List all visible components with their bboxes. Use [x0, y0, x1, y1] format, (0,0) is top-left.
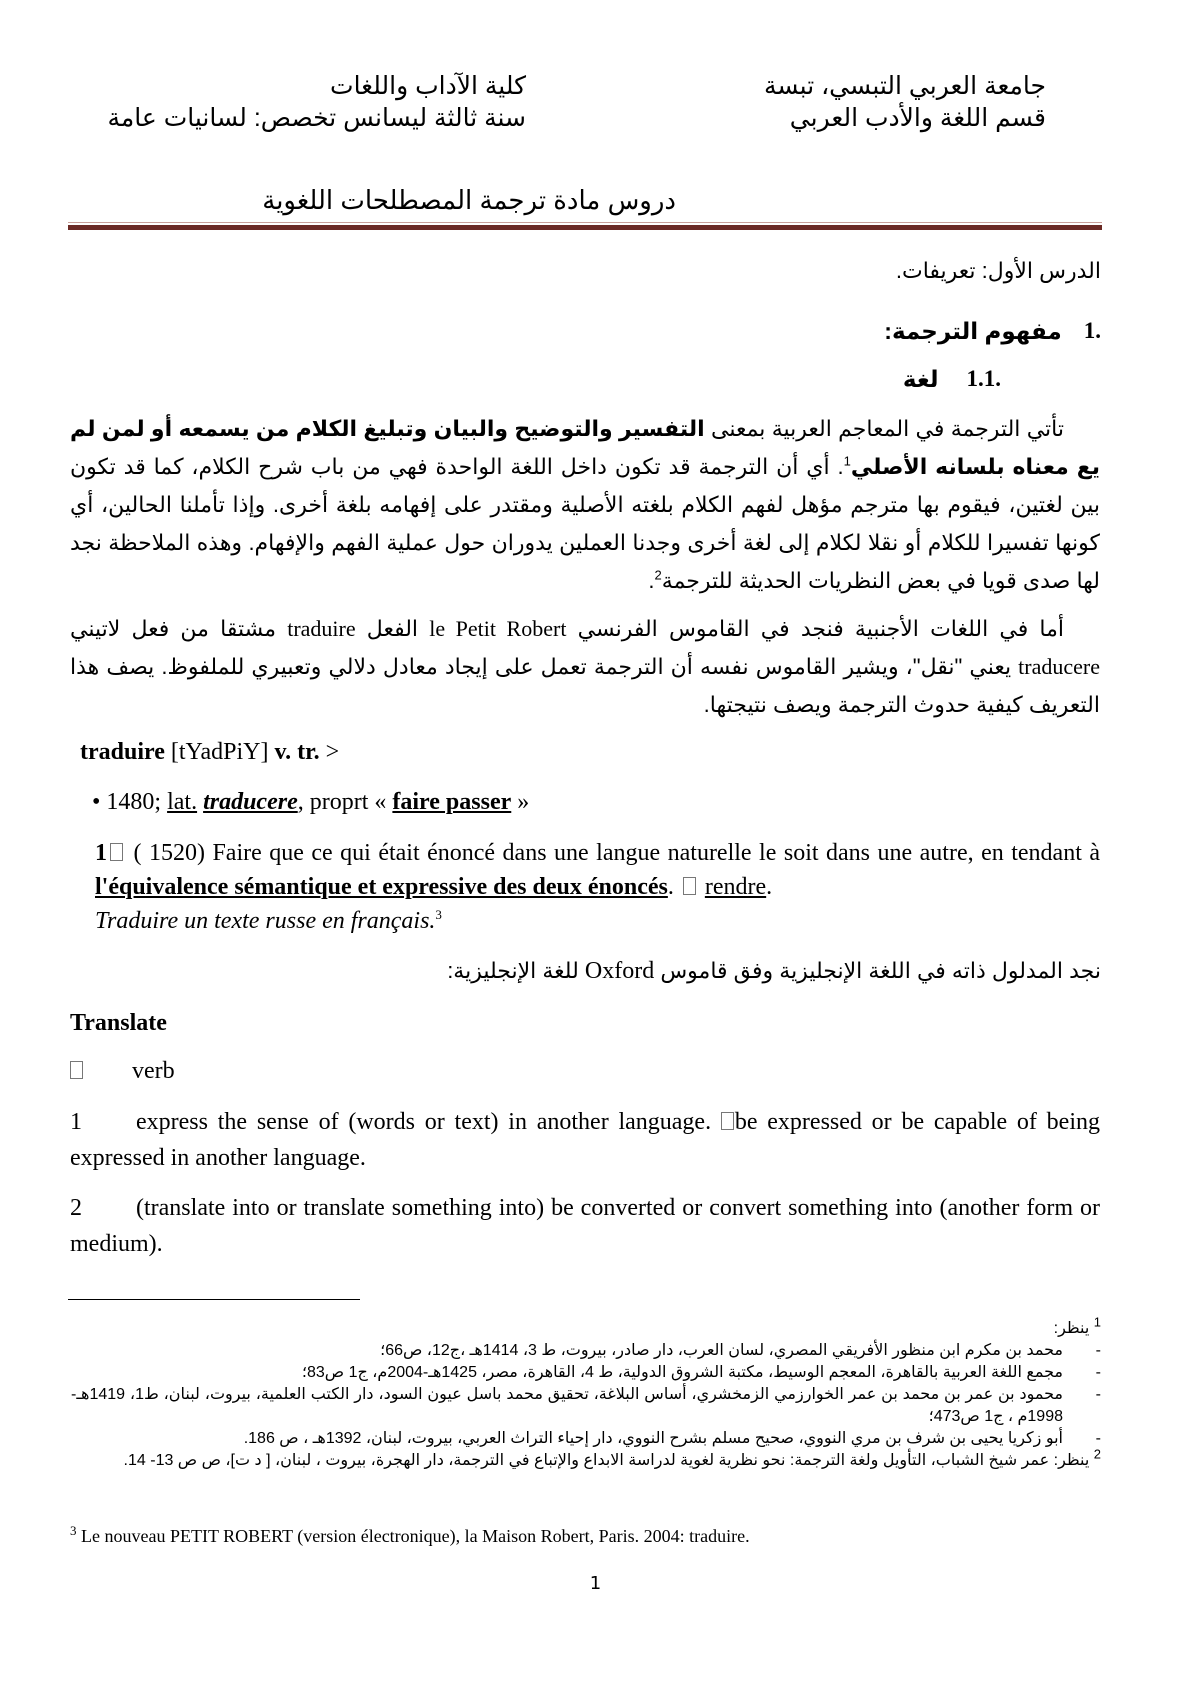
footnote-number: 1 — [1093, 1314, 1101, 1330]
footnote-number: 2 — [1093, 1446, 1101, 1462]
english-sense-2 — [70, 1190, 1100, 1262]
phonetic: [tYadPiY] — [164, 739, 275, 765]
citation: أبو زكريا يحيى بن شرف بن مري النووي، صحيح مسلم بشرح النووي، دار إحياء التراث العربي، بيروت، لبنان، 1392هـ ، ص 186. — [243, 1430, 1063, 1447]
text-run: نجد المدلول ذاته في اللغة الإنجليزية وفق قاموس — [654, 958, 1101, 983]
header-rule-thick — [68, 225, 1102, 230]
dash: - — [1095, 1430, 1101, 1447]
sense-text: express the sense of (words or text) in another language. — [136, 1109, 721, 1135]
footnote-1-label — [71, 1314, 1101, 1340]
arrow-symbol: > — [319, 739, 340, 765]
text-run: ( 1520) Faire que ce qui était énoncé dans une langue naturelle le soit dans une autre, en tendant à — [126, 840, 1100, 866]
french-entry-etymology — [92, 786, 1112, 818]
latin-verb: traducere — [1018, 654, 1100, 679]
dictionary-name: le Petit Robert — [429, 616, 567, 641]
section-title: مفهوم الترجمة: — [884, 318, 1062, 344]
missing-glyph-icon — [721, 1112, 734, 1130]
text-run: . — [766, 874, 773, 900]
lesson-title: الدرس الأول: تعريفات. — [895, 258, 1101, 283]
text-run: . — [648, 568, 655, 593]
english-sense-1 — [70, 1104, 1100, 1176]
sense-number: 2 — [70, 1195, 82, 1221]
university-name: جامعة العربي التبسي، تبسة — [763, 72, 1046, 100]
headword: traduire — [80, 739, 165, 765]
text-run: تأتي الترجمة في المعاجم العربية بمعنى — [704, 416, 1064, 441]
page-number: 1 — [589, 1573, 602, 1594]
part-of-speech: verb — [132, 1058, 175, 1084]
sense-subtext: be expressed or be capable of being expressed in another language. — [70, 1109, 1100, 1171]
footnote-separator — [68, 1299, 360, 1300]
text-run: يعني "نقل"، ويشير القاموس نفسه أن الترجمة تعمل على إيجاد معادل دلالي وتعبيري للملفوظ. يصف هذا التعريف كيفية حدوث الترجمة ويصف نتيجتها. — [70, 654, 1100, 717]
text-run: الفعل — [355, 616, 430, 641]
dash: - — [1095, 1342, 1101, 1359]
header-institution — [764, 70, 1046, 134]
section-heading-1 — [884, 318, 1101, 345]
bullet: • — [92, 789, 107, 815]
example-sentence: Traduire un texte russe en français. — [95, 908, 436, 934]
subsection-title: لغة — [902, 366, 939, 392]
citation: Le nouveau PETIT ROBERT (version électronique), la Maison Robert, Paris. 2004: traduire. — [76, 1526, 750, 1546]
footnote-3 — [70, 1523, 750, 1547]
latin-abbr-link[interactable]: lat. — [167, 789, 198, 815]
oxford-intro — [447, 958, 1101, 985]
footnote-ref-3[interactable]: 3 — [435, 907, 442, 922]
etymon: traducere — [203, 789, 298, 815]
missing-glyph-icon — [110, 843, 123, 861]
text-run: . أي أن الترجمة قد تكون داخل اللغة الواحدة فهي من باب شرح الكلام، كما قد تكون بين لغتين، فيقوم بها مترجم مؤهل لفهم الكلام بلغته الأصلية ومقتدر على إفهامه بلغة أخرى. وإذا تأملنا الحالين، أي كونها تفسيرا للكلام أو نقلا لكلام إلى لغة أخرى وجدنا العملين يدوران حول عملية الفهم والإفهام. وهذه الملاحظة نجد لها صدى قويا في بعض النظريات الحديثة للترجمة — [70, 454, 1100, 593]
etym-date: 1480; — [106, 789, 168, 815]
missing-glyph-icon — [70, 1061, 83, 1079]
footnote-label: ينظر: — [1053, 1320, 1090, 1337]
french-entry-sense-1 — [95, 836, 1100, 938]
citation: محمود بن عمر بن محمد بن عمر الخوارزمي الزمخشري، أساس البلاغة، تحقيق محمد باسل عيون السود، دار الكتب العلمية، بيروت، لبنان، ط1، 1419هـ- 1998م ، ج1 ص473؛ — [71, 1386, 1064, 1425]
dash: - — [1095, 1386, 1101, 1403]
citation: مجمع اللغة العربية بالقاهرة، المعجم الوسيط، مكتبة الشروق الدولية، ط 4، القاهرة، مصر، 1425هـ-2004م، ج1 ص83؛ — [301, 1364, 1063, 1381]
french-entry-headline — [80, 736, 1100, 768]
text-run: . — [667, 874, 680, 900]
footnote-ref-2[interactable]: 2 — [654, 567, 662, 583]
part-of-speech: v. tr. — [274, 739, 320, 765]
subsection-number: 1.1. — [966, 366, 1001, 391]
text-run: أما في اللغات الأجنبية فنجد في القاموس الفرنسي — [566, 616, 1065, 641]
faculty-name: كلية الآداب واللغات — [330, 72, 526, 100]
text-run: مشتقا من فعل لاتيني — [70, 616, 288, 641]
english-headword: Translate — [70, 1010, 167, 1036]
header-program — [107, 70, 526, 134]
text-run: » — [511, 789, 530, 815]
section-heading-1-1 — [903, 366, 1001, 393]
sense-text: (translate into or translate something into) be converted or convert something into (another form or medium). — [70, 1195, 1100, 1257]
section-number: 1. — [1083, 318, 1101, 343]
paragraph-linguistic-definition — [70, 410, 1100, 600]
footnote-item — [71, 1384, 1101, 1428]
footnote-item — [71, 1428, 1101, 1450]
text-run: , proprt « — [297, 789, 393, 815]
dictionary-name: Oxford — [584, 958, 655, 984]
footnote-1-list — [71, 1340, 1101, 1450]
header-rule-thin — [68, 222, 1102, 223]
english-pos-line — [70, 1058, 175, 1085]
footnote-ref-1[interactable]: 1 — [843, 453, 851, 469]
footnote-item — [71, 1340, 1101, 1362]
literal-meaning: faire passer — [392, 789, 512, 815]
bold-definition: l'équivalence sémantique et expressive des deux énoncés — [95, 874, 668, 900]
department-name: قسم اللغة والأدب العربي — [789, 104, 1046, 132]
text-run: للغة الإنجليزية: — [447, 958, 585, 983]
citation: محمد بن مكرم ابن منظور الأفريقي المصري، لسان العرب، دار صادر، بيروت، ط 3، 1414هـ ،ج12، ص66؛ — [380, 1342, 1063, 1359]
crossref-link[interactable]: rendre — [704, 874, 767, 900]
footnote-item — [71, 1362, 1101, 1384]
footnote-number: 3 — [70, 1523, 77, 1538]
bold-definition: التفسير والتوضيح والبيان وتبليغ الكلام من يسمعه أو لمن لم يع معناه بلسانه الأصلي — [70, 416, 1100, 479]
sense-number: 1 — [70, 1109, 82, 1135]
citation: ينظر: عمر شيخ الشباب، التأويل ولغة الترجمة: نحو نظرية لغوية لدراسة الابداع والإتباع في الترجمة، دار الهجرة، بيروت ، لبنان، [ د ت]، ص ص 13- 14. — [123, 1452, 1090, 1469]
dash: - — [1095, 1364, 1101, 1381]
footnote-2 — [71, 1446, 1101, 1472]
french-verb: traduire — [287, 616, 356, 641]
course-title: دروس مادة ترجمة المصطلحات اللغوية — [262, 185, 676, 215]
missing-glyph-icon — [683, 877, 696, 895]
paragraph-foreign-languages — [70, 610, 1100, 724]
level-specialty: سنة ثالثة ليسانس تخصص: لسانيات عامة — [107, 104, 526, 132]
sense-number: 1 — [95, 840, 107, 866]
